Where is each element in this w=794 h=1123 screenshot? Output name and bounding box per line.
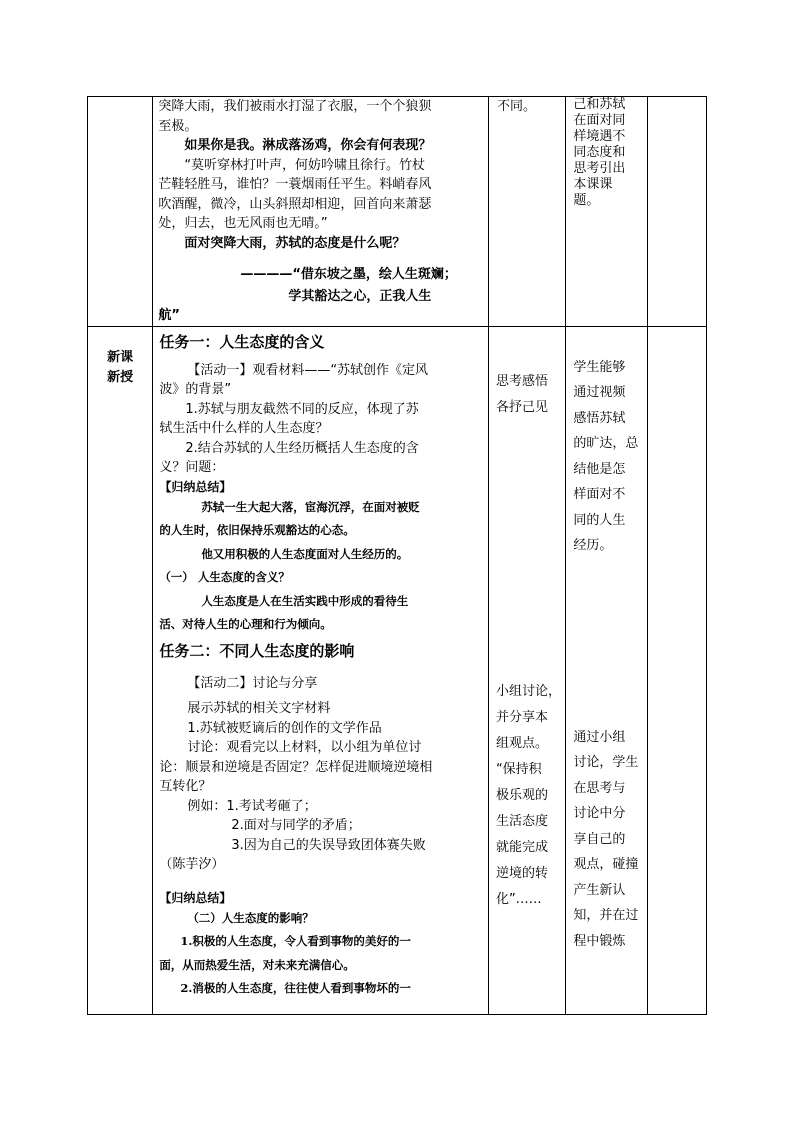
effect-line: 2.消极的人生态度，往往使人看到事物坏的一 bbox=[180, 981, 411, 995]
intent-line: 程中锻炼 bbox=[573, 933, 626, 949]
intent-line: 在思考与 bbox=[573, 780, 626, 796]
student-activity-cell bbox=[488, 326, 565, 1014]
discussion-line: 论：顺景和逆境是否固定？怎样促进顺境逆境相 bbox=[159, 759, 433, 775]
question-line: 轼生活中什么样的人生态度？ bbox=[159, 421, 329, 436]
material-line: 1.苏轼被贬谪后的创作的文学作品 bbox=[187, 720, 382, 736]
task-title: 任务二：不同人生态度的影响 bbox=[159, 641, 355, 660]
summary-label: 【归纳总结】 bbox=[159, 479, 232, 494]
poem-line: 处，归去，也无风雨也无晴。” bbox=[158, 216, 328, 231]
intent-line: 结他是怎 bbox=[573, 461, 626, 477]
motto-line: 学其豁达之心，正我人生 bbox=[288, 288, 432, 304]
intent-line: 学生能够 bbox=[573, 359, 626, 375]
intent-line: 的旷达，总 bbox=[573, 436, 639, 451]
motto-line: 航” bbox=[158, 308, 180, 323]
notes-cell bbox=[647, 326, 706, 1014]
design-intent-cell bbox=[566, 326, 647, 1014]
student-text: 思考感悟 bbox=[495, 373, 548, 389]
intent-line: 本课课 bbox=[573, 177, 613, 192]
intent-line: 同的人生 bbox=[573, 512, 626, 528]
stage-label: 新授 bbox=[107, 369, 134, 385]
teacher-activity-cell bbox=[153, 97, 489, 327]
task-title: 任务一：人生态度的含义 bbox=[159, 332, 325, 351]
effect-line: 1.积极的人生态度，令人看到事物的美好的一 bbox=[180, 934, 411, 948]
motto-line: ————“借东坡之墨，绘人生斑斓； bbox=[240, 267, 457, 282]
activity-title: 【活动二】讨论与分享 bbox=[187, 675, 318, 691]
design-intent-cell bbox=[566, 97, 647, 327]
question: 如果你是我。淋成落汤鸡，你会有何表现？ bbox=[184, 138, 432, 153]
intent-line: 样境遇不 bbox=[573, 129, 626, 144]
student-activity-cell bbox=[488, 97, 565, 327]
point-heading: （二）人生态度的影响？ bbox=[187, 910, 314, 925]
intent-line: 享自己的 bbox=[573, 831, 626, 847]
intent-line: 观点，碰撞 bbox=[573, 857, 639, 872]
student-text: 就能完成 bbox=[495, 839, 548, 855]
activity-title: 【活动一】观看材料——“苏轼创作《定风 bbox=[187, 362, 429, 378]
question-line: 义？问题： bbox=[159, 460, 225, 475]
student-text: 并分享本 bbox=[495, 709, 548, 725]
student-text: 化”…… bbox=[495, 891, 542, 907]
content-line: 至极。 bbox=[158, 118, 198, 134]
table-row bbox=[88, 97, 707, 327]
intent-line: 通过小组 bbox=[573, 729, 626, 745]
student-text: 生活态度 bbox=[495, 813, 548, 829]
example-line: 2.面对与同学的矛盾； bbox=[231, 818, 361, 833]
example-line: （陈芋汐） bbox=[159, 857, 225, 872]
intent-line: 题。 bbox=[573, 193, 600, 208]
point-heading: （一） 人生态度的含义？ bbox=[159, 570, 290, 584]
example-line: 3.因为自己的失误导致团体赛失败 bbox=[231, 837, 426, 853]
teacher-activity-cell bbox=[153, 326, 489, 1014]
summary-line: 苏轼一生大起大落，宦海沉浮，在面对被贬 bbox=[201, 499, 420, 514]
stage-cell bbox=[88, 326, 153, 1014]
intent-line: 讨论中分 bbox=[573, 806, 626, 821]
intent-line: 感悟苏轼 bbox=[573, 410, 626, 426]
question: 面对突降大雨，苏轼的态度是什么呢？ bbox=[184, 235, 406, 251]
question-line: 2.结合苏轼的人生经历概括人生态度的含 bbox=[185, 440, 419, 456]
poem-line: “莫听穿林打叶声，何妨吟啸且徐行。竹杖 bbox=[184, 157, 426, 173]
intent-line: 在面对同 bbox=[573, 113, 626, 128]
student-text: 各抒己见 bbox=[495, 399, 548, 415]
example-line: 例如：1.考试考砸了； bbox=[187, 798, 317, 814]
content-line: 突降大雨，我们被雨水打湿了衣服，一个个狼狈 bbox=[158, 99, 432, 114]
student-text: 小组讨论， bbox=[495, 683, 561, 699]
discussion-line: 讨论：观看完以上材料，以小组为单位讨 bbox=[187, 740, 422, 755]
intent-line: 讨论，学生 bbox=[573, 755, 639, 770]
intent-line: 知，并在过 bbox=[573, 908, 639, 923]
notes-cell bbox=[647, 97, 706, 327]
summary-label: 【归纳总结】 bbox=[159, 890, 232, 905]
intent-line: 经历。 bbox=[573, 538, 613, 553]
intent-line: 样面对不 bbox=[573, 487, 626, 502]
student-text: 不同。 bbox=[496, 99, 536, 114]
question-line: 1.苏轼与朋友截然不同的反应，体现了苏 bbox=[185, 401, 419, 417]
definition-line: 活、对待人生的心理和行为倾向。 bbox=[159, 617, 332, 631]
intent-line: 通过视频 bbox=[573, 385, 626, 400]
poem-line: 芒鞋轻胜马，谁怕？一蓑烟雨任平生。料峭春风 bbox=[158, 177, 432, 192]
summary-line: 的人生时，依旧保持乐观豁达的心态。 bbox=[159, 523, 355, 537]
student-text: 逆境的转 bbox=[495, 865, 548, 881]
student-text: 组观点。 bbox=[495, 735, 548, 751]
intent-line: 产生新认 bbox=[573, 882, 626, 898]
table-row bbox=[88, 326, 707, 1014]
intent-line: 己和苏轼 bbox=[573, 97, 626, 112]
intent-line: 同态度和 bbox=[573, 145, 626, 160]
student-text: 极乐观的 bbox=[495, 787, 548, 803]
definition-line: 人生态度是人在生活实践中形成的看待生 bbox=[201, 593, 409, 608]
material-line: 展示苏轼的相关文字材料 bbox=[187, 701, 331, 716]
student-text: “保持积 bbox=[495, 761, 542, 777]
stage-cell bbox=[88, 97, 153, 327]
poem-line: 吹酒醒，微冷，山头斜照却相迎，回首向来萧瑟 bbox=[158, 196, 432, 212]
summary-line: 他又用积极的人生态度面对人生经历的。 bbox=[201, 546, 409, 561]
effect-line: 面，从而热爱生活，对未来充满信心。 bbox=[159, 957, 355, 972]
stage-label: 新课 bbox=[107, 349, 134, 365]
lesson-plan-table bbox=[87, 96, 707, 1015]
discussion-line: 互转化？ bbox=[159, 779, 212, 794]
intent-line: 思考引出 bbox=[573, 161, 626, 176]
activity-title: 波》的背景” bbox=[159, 382, 232, 397]
